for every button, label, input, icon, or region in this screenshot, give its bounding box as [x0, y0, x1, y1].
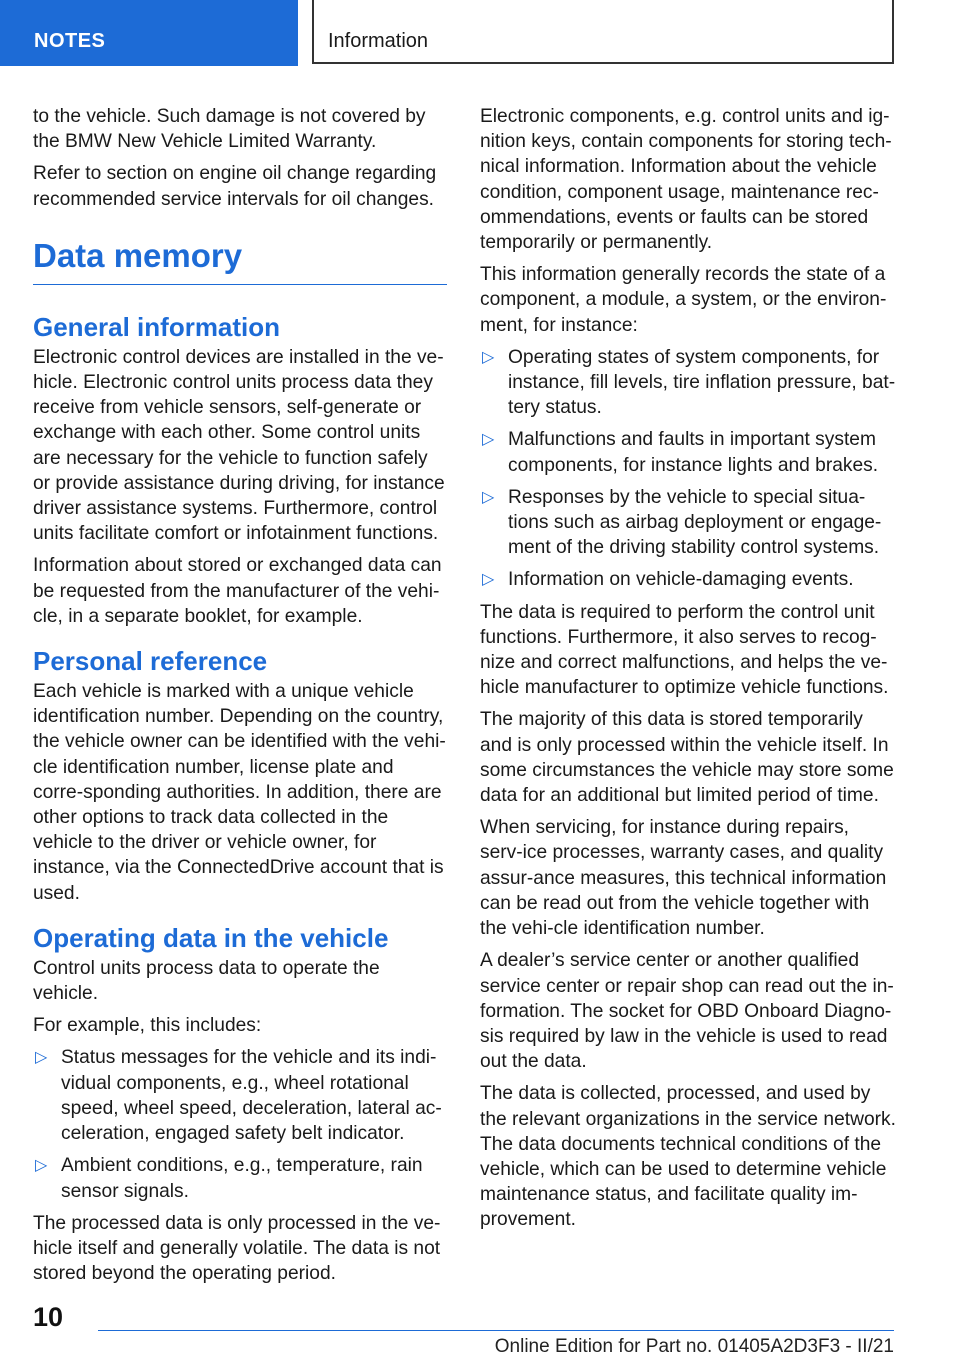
subheading-operating: Operating data in the vehicle [33, 922, 389, 953]
page-header [0, 0, 960, 66]
list-item [480, 345, 896, 421]
bullet-list [33, 1045, 447, 1203]
bullet-triangle-icon: ▷ [482, 571, 495, 589]
section-tab [0, 0, 298, 66]
list-item [480, 485, 896, 561]
chapter-tab [312, 0, 894, 64]
list-item-text: Malfunctions and faults in important system components, for instance lights and brakes. [508, 429, 879, 476]
paragraph: Electronic components, e.g. control units and ig‐nition keys, contain components for storing tech‐nical information. Information about the vehicle condition, component usage, maintenance rec‐ommendations, events or faults can be stored temporarily or permanently. [480, 106, 892, 254]
paragraph: The data is required to perform the control unit functions. Furthermore, it also serves to recog‐nize and correct malfunctions, and helps the ve‐hicle manufacturer to optimize vehicle functions. [480, 601, 889, 699]
bullet-triangle-icon: ▷ [35, 1157, 48, 1175]
chapter-tab-label: Information [328, 30, 429, 52]
paragraph: The data is collected, processed, and used by the relevant organizations in the service network. The data documents technical conditions of the vehicle, which can be used to determine vehicle maintenance status, and facilitate quality im‐provement. [480, 1083, 896, 1231]
paragraph: to the vehicle. Such damage is not covered by the BMW New Vehicle Limited Warranty. [33, 106, 426, 153]
list-item-text: Responses by the vehicle to special situa‐tions such as airbag deployment or engage‐ment of the driving stability control systems. [508, 486, 882, 559]
page-number: 10 [33, 1302, 64, 1332]
left-column [33, 104, 447, 1293]
paragraph: Each vehicle is marked with a unique vehicle identification number. Depending on the country, the vehicle owner can be identified with the vehi‐cle identification number, license plate and corre‐sponding authorities. In addition, there are other options to track data collected in the vehicle to the driver or vehicle owner, for instance, via the ConnectedDrive account that is used. [33, 681, 446, 904]
list-item-text: Ambient conditions, e.g., temperature, rain sensor signals. [61, 1155, 423, 1202]
paragraph: Information about stored or exchanged data can be requested from the manufacturer of the vehi‐cle, in a separate booklet, for example. [33, 555, 442, 627]
list-item [33, 1153, 447, 1203]
list-item [480, 427, 896, 477]
subheading-general: General information [33, 311, 281, 342]
right-column [480, 104, 896, 1240]
paragraph: The majority of this data is stored temporarily and is only processed within the vehicle itself. In some circumstances the vehicle may store some data for an additional but limited period of time. [480, 709, 894, 807]
bullet-triangle-icon: ▷ [482, 348, 495, 366]
bullet-list [480, 345, 896, 593]
section-heading: Data memory [33, 236, 447, 285]
bullet-triangle-icon: ▷ [35, 1049, 48, 1067]
paragraph: Electronic control devices are installed in the ve‐hicle. Electronic control units process data they receive from vehicle sensors, self-generate or exchange with each other. Some control units are necessary for the vehicle to function safely or provide assistance during driving, for instance driver assistance systems. Furthermore, control units facilitate comfort or infotainment functions. [33, 346, 445, 545]
list-item-text: Information on vehicle-damaging events. [508, 569, 854, 591]
bullet-triangle-icon: ▷ [482, 431, 495, 449]
list-item-text: Operating states of system components, for instance, fill levels, tire inflation pressure, bat‐tery status. [508, 346, 896, 419]
paragraph: A dealer’s service center or another qualified service center or repair shop can read out the in‐formation. The socket for OBD Onboard Diagno‐sis required by law in the vehicle is used to read out the data. [480, 950, 894, 1073]
footer-divider [98, 1330, 894, 1331]
list-item [480, 567, 896, 592]
paragraph: The processed data is only processed in the ve‐hicle itself and generally volatile. The data is not stored beyond the operating period. [33, 1212, 441, 1285]
paragraph: Refer to section on engine oil change regarding recommended service intervals for oil changes. [33, 163, 437, 210]
list-item-text: Status messages for the vehicle and its indi‐vidual components, e.g., wheel rotational speed, wheel speed, deceleration, lateral ac‐celeration, engaged safety belt indicator. [61, 1047, 442, 1145]
subheading-personal: Personal reference [33, 646, 268, 677]
paragraph: When servicing, for instance during repairs, serv‐ice processes, warranty cases, and quality assur‐ance measures, this technical information can be read out from the vehicle together with the vehi‐cle identification number. [480, 817, 887, 940]
bullet-triangle-icon: ▷ [482, 488, 495, 506]
paragraph: Control units process data to operate the vehicle. [33, 957, 380, 1005]
edition-info: Online Edition for Part no. 01405A2D3F3 - II/21 [494, 1336, 894, 1357]
list-item [33, 1045, 447, 1146]
section-tab-label: NOTES [34, 30, 106, 52]
paragraph: This information generally records the state of a component, a module, a system, or the environ‐ment, for instance: [480, 264, 887, 336]
paragraph: For example, this includes: [33, 1015, 262, 1037]
